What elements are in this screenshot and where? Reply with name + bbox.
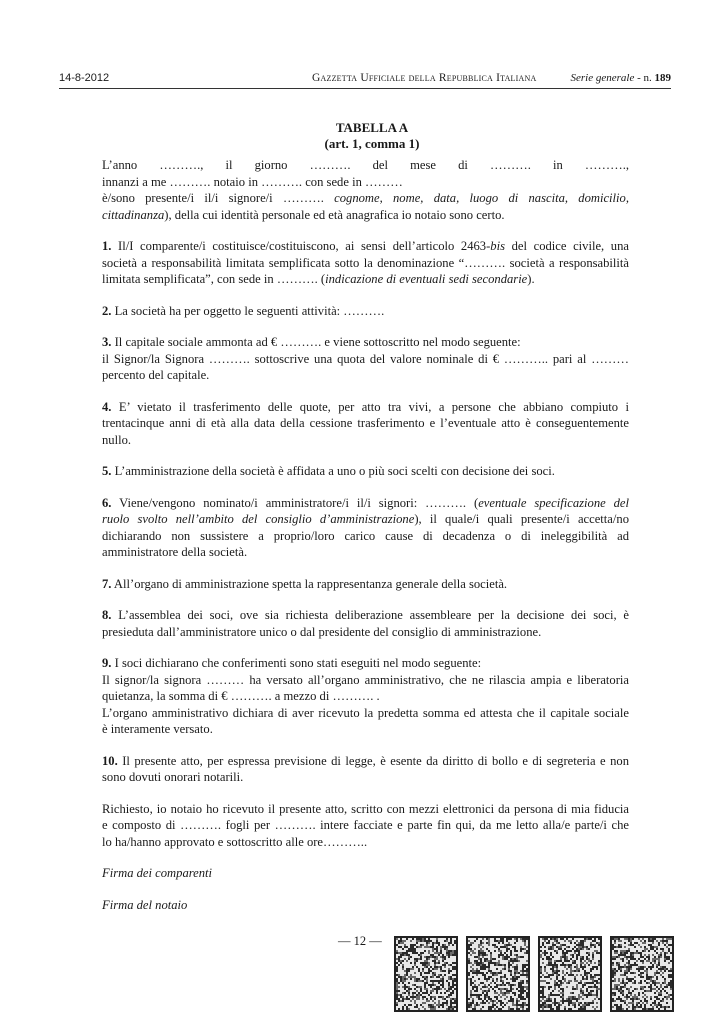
article-number: 10. — [102, 753, 118, 768]
article-number: 2. — [102, 303, 112, 318]
closing-line: e composto di ………. fogli per ………. intere facciate e parte fin qui, da me letto alla/e parte/i che — [102, 818, 629, 832]
closing-paragraph — [102, 801, 629, 851]
intro-line: L’anno ………., il giorno ………. del mese di ………. in ………., — [102, 158, 629, 172]
article-number: 6. — [102, 495, 112, 510]
signature-parties-label: Firma dei comparenti — [102, 866, 213, 880]
article-text: L’amministrazione della società è affidata a uno o più soci scelti con decisione dei soci. — [111, 464, 555, 478]
article-number: 1. — [102, 239, 112, 253]
table-title — [0, 120, 728, 152]
signature-notary-label: Firma del notaio — [102, 897, 188, 912]
article-line: dichiarando non sussistere a proprio/loro carico cause di decadenza o di ineleggibilità ad — [102, 528, 629, 543]
article-line: società a responsabilità limitata semplificata sotto la denominazione “………. società a responsabilità — [102, 255, 629, 270]
table-title-sub: (art. 1, comma 1) — [324, 136, 420, 151]
article-text: del codice civile, una — [505, 239, 629, 253]
datamatrix-code-1 — [394, 936, 458, 1012]
header-date: 14-8-2012 — [59, 72, 110, 84]
article-line — [102, 463, 629, 480]
article-line — [102, 753, 629, 770]
article-line — [102, 511, 629, 528]
datamatrix-codes — [394, 936, 674, 1012]
article-8 — [102, 607, 629, 640]
article-line — [102, 655, 629, 672]
intro-italic: cittadinanza — [102, 207, 165, 222]
article-line — [102, 399, 629, 416]
article-1 — [102, 238, 629, 288]
article-text: Il capitale sociale ammonta ad € ………. e viene sottoscritto nel modo seguente: — [111, 335, 521, 349]
article-line: nullo. — [102, 432, 132, 447]
datamatrix-code-3 — [538, 936, 602, 1012]
article-text: ), il quale/i quali presente/i accetta/no — [414, 512, 629, 526]
closing-line: Richiesto, io notaio ho ricevuto il presente atto, scritto con mezzi elettronici da persona di mia fiducia — [102, 801, 629, 816]
article-text: Il/I comparente/i costituisce/costituiscono, ai sensi dell’articolo 2463- — [111, 239, 491, 253]
intro-paragraph — [102, 157, 629, 223]
article-text: La società ha per oggetto le seguenti attività: ………. — [111, 303, 385, 318]
table-title-main: TABELLA A — [335, 120, 409, 135]
article-number: 8. — [102, 608, 112, 622]
article-italic: eventuale specificazione del — [478, 495, 630, 510]
article-line: è interamente versato. — [102, 722, 213, 736]
article-text: limitata semplificata”, con sede in ………. ( — [102, 272, 326, 286]
article-text: All’organo di amministrazione spetta la rappresentanza generale della società. — [111, 576, 508, 591]
article-line: trentacinque anni di età alla data della cessione trasferimento e l’eventuale atto è conseguentemente — [102, 416, 629, 430]
intro-line: innanzi a me ………. notaio in ………. con sede in ……… — [102, 174, 403, 189]
article-line: presieduta dall’amministratore unico o dal presidente del consiglio di amministrazione. — [102, 624, 542, 639]
article-text: ). — [527, 272, 535, 286]
article-text: E’ vietato il trasferimento delle quote, per atto tra vivi, a persone che abbiano compiuto i — [111, 399, 629, 414]
article-line — [102, 495, 629, 512]
article-text: L’assemblea dei soci, ove sia richiesta deliberazione assembleare per la decisione dei soci, è — [111, 608, 629, 622]
article-line: amministratore della società. — [102, 545, 248, 559]
intro-text: ), della cui identità personale ed età anagrafica io notaio sono certo. — [164, 207, 505, 222]
article-line — [102, 271, 629, 288]
article-number: 3. — [102, 335, 112, 349]
article-line: L’organo amministrativo dichiara di aver ricevuto la predetta somma ed attesta che il capitale sociale — [102, 705, 629, 720]
article-number: 4. — [102, 399, 112, 414]
header-serie-number: 189 — [654, 72, 671, 84]
page-header — [59, 72, 671, 86]
article-5 — [102, 463, 629, 480]
article-line — [102, 238, 629, 255]
article-line: percento del capitale. — [102, 368, 210, 382]
header-rule — [59, 88, 671, 89]
header-serie-sep: - n. — [634, 72, 655, 84]
article-7 — [102, 576, 629, 593]
intro-italic: cognome, nome, data, luogo di nascita, domicilio, — [334, 191, 630, 205]
article-line: sono dovuti onorari notarili. — [102, 770, 244, 784]
article-number: 9. — [102, 656, 112, 670]
article-number: 7. — [102, 576, 112, 591]
intro-text: è/sono presente/i il/i signore/i ………. — [102, 191, 335, 205]
intro-line — [102, 190, 629, 207]
header-serie-label: Serie generale — [570, 72, 635, 84]
article-10 — [102, 753, 629, 786]
article-text: Il presente atto, per espressa previsione di legge, è esente da diritto di bollo e di segreteria e non — [117, 753, 629, 768]
article-line — [102, 576, 629, 593]
article-italic: bis — [490, 239, 505, 253]
article-italic: ruolo svolto nell’ambito del consiglio d’amministrazione — [102, 512, 415, 526]
header-serie — [570, 72, 671, 84]
article-line — [102, 607, 629, 624]
intro-line — [102, 207, 629, 224]
article-2 — [102, 303, 629, 320]
datamatrix-code-2 — [466, 936, 530, 1012]
article-number: 5. — [102, 464, 112, 478]
article-line: il Signor/la Signora ………. sottoscrive una quota del valore nominale di € ……….. pari al ……… — [102, 351, 629, 366]
article-italic: indicazione di eventuali sedi secondarie — [325, 272, 528, 286]
article-text: I soci dichiarano che conferimenti sono stati eseguiti nel modo seguente: — [111, 656, 482, 670]
article-line — [102, 303, 629, 320]
signature-notary — [102, 897, 629, 914]
article-3 — [102, 334, 629, 384]
article-9 — [102, 655, 629, 738]
signature-parties — [102, 865, 629, 882]
article-line: quietanza, la somma di € ………. a mezzo di ………. . — [102, 689, 380, 703]
document-body — [102, 157, 629, 928]
article-6 — [102, 495, 629, 561]
article-line: Il signor/la signora ……… ha versato all’organo amministrativo, che ne rilascia ampia e liberatoria — [102, 672, 629, 687]
datamatrix-code-4 — [610, 936, 674, 1012]
page-number: — 12 — — [338, 934, 382, 948]
header-gazette-title: Gazzetta Ufficiale della Repubblica Italiana — [312, 72, 537, 84]
closing-line: lo ha/hanno approvato e sottoscritto alle ore……….. — [102, 834, 368, 849]
article-4 — [102, 399, 629, 449]
article-line — [102, 334, 629, 351]
article-text: Viene/vengono nominato/i amministratore/i il/i signori: ………. ( — [111, 495, 479, 510]
